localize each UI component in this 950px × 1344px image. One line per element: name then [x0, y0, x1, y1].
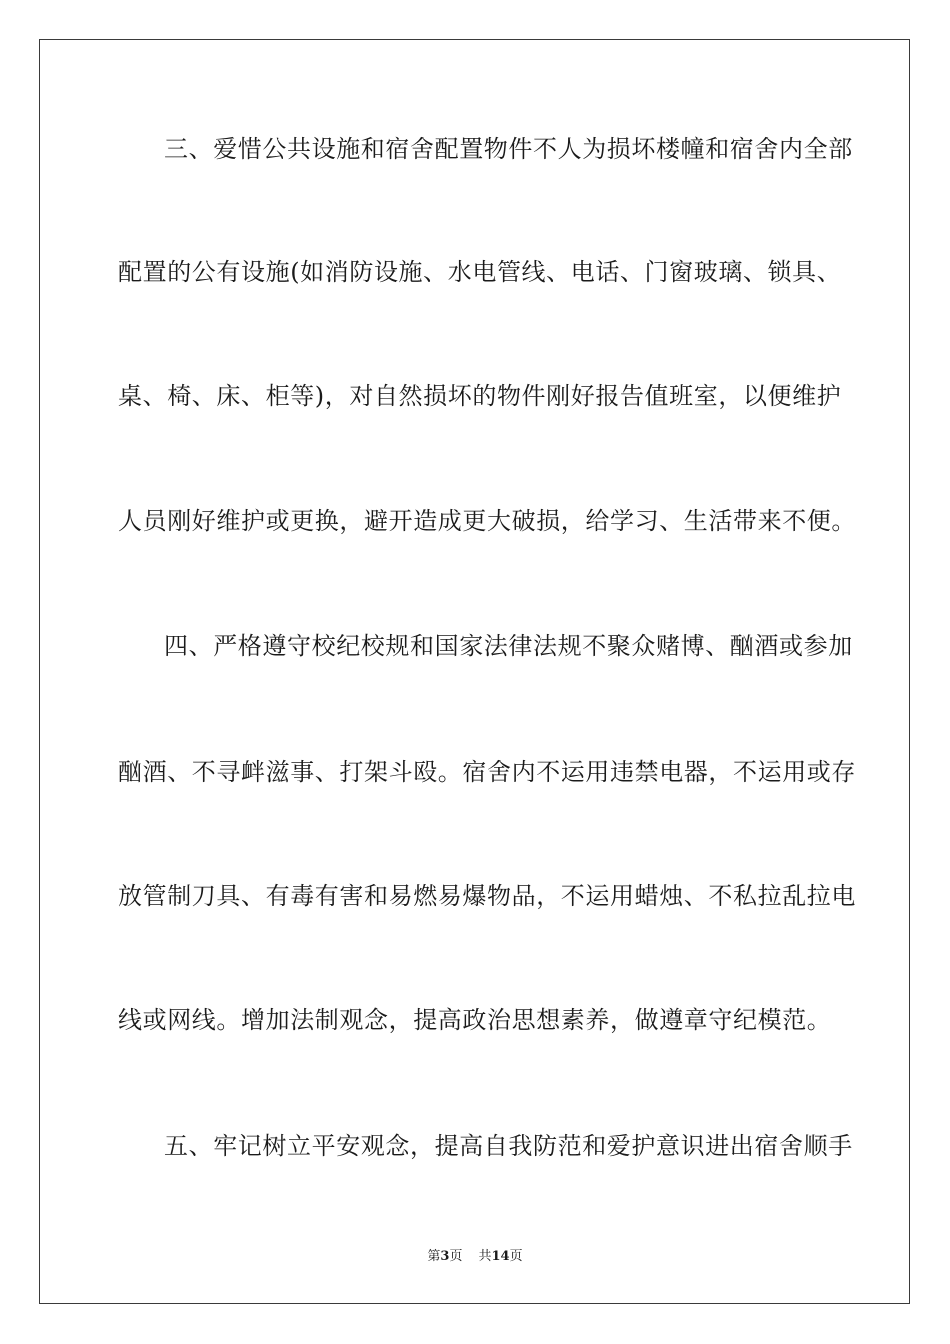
footer-page-total: 14 [491, 1249, 510, 1264]
paragraph-3-line-1: 三、爱惜公共设施和宿舍配置物件不人为损坏楼幢和宿舍内全部 [164, 135, 853, 163]
paragraph-4-line-2: 酗酒、不寻衅滋事、打架斗殴。宿舍内不运用违禁电器，不运用或存 [118, 758, 856, 786]
footer-total-suffix: 页 [509, 1249, 523, 1264]
footer-total-prefix: 共 [478, 1249, 492, 1264]
paragraph-3-line-3: 桌、椅、床、柜等)，对自然损坏的物件刚好报告值班室，以便维护 [118, 382, 842, 410]
footer-page-prefix: 第 [427, 1249, 441, 1264]
page-border [39, 39, 910, 1304]
footer-page-suffix: 页 [449, 1249, 463, 1264]
paragraph-3-line-4: 人员刚好维护或更换，避开造成更大破损，给学习、生活带来不便。 [118, 507, 856, 535]
paragraph-4-line-1: 四、严格遵守校纪校规和国家法律法规不聚众赌博、酗酒或参加 [164, 632, 853, 660]
paragraph-5-line-1: 五、牢记树立平安观念，提高自我防范和爱护意识进出宿舍顺手 [164, 1132, 853, 1160]
paragraph-3-line-2: 配置的公有设施(如消防设施、水电管线、电话、门窗玻璃、锁具、 [118, 258, 842, 286]
footer-page-current: 3 [440, 1249, 450, 1264]
paragraph-4-line-3: 放管制刀具、有毒有害和易燃易爆物品，不运用蜡烛、不私拉乱拉电 [118, 882, 856, 910]
page-footer [0, 1248, 950, 1266]
paragraph-4-line-4: 线或网线。增加法制观念，提高政治思想素养，做遵章守纪模范。 [118, 1006, 832, 1034]
